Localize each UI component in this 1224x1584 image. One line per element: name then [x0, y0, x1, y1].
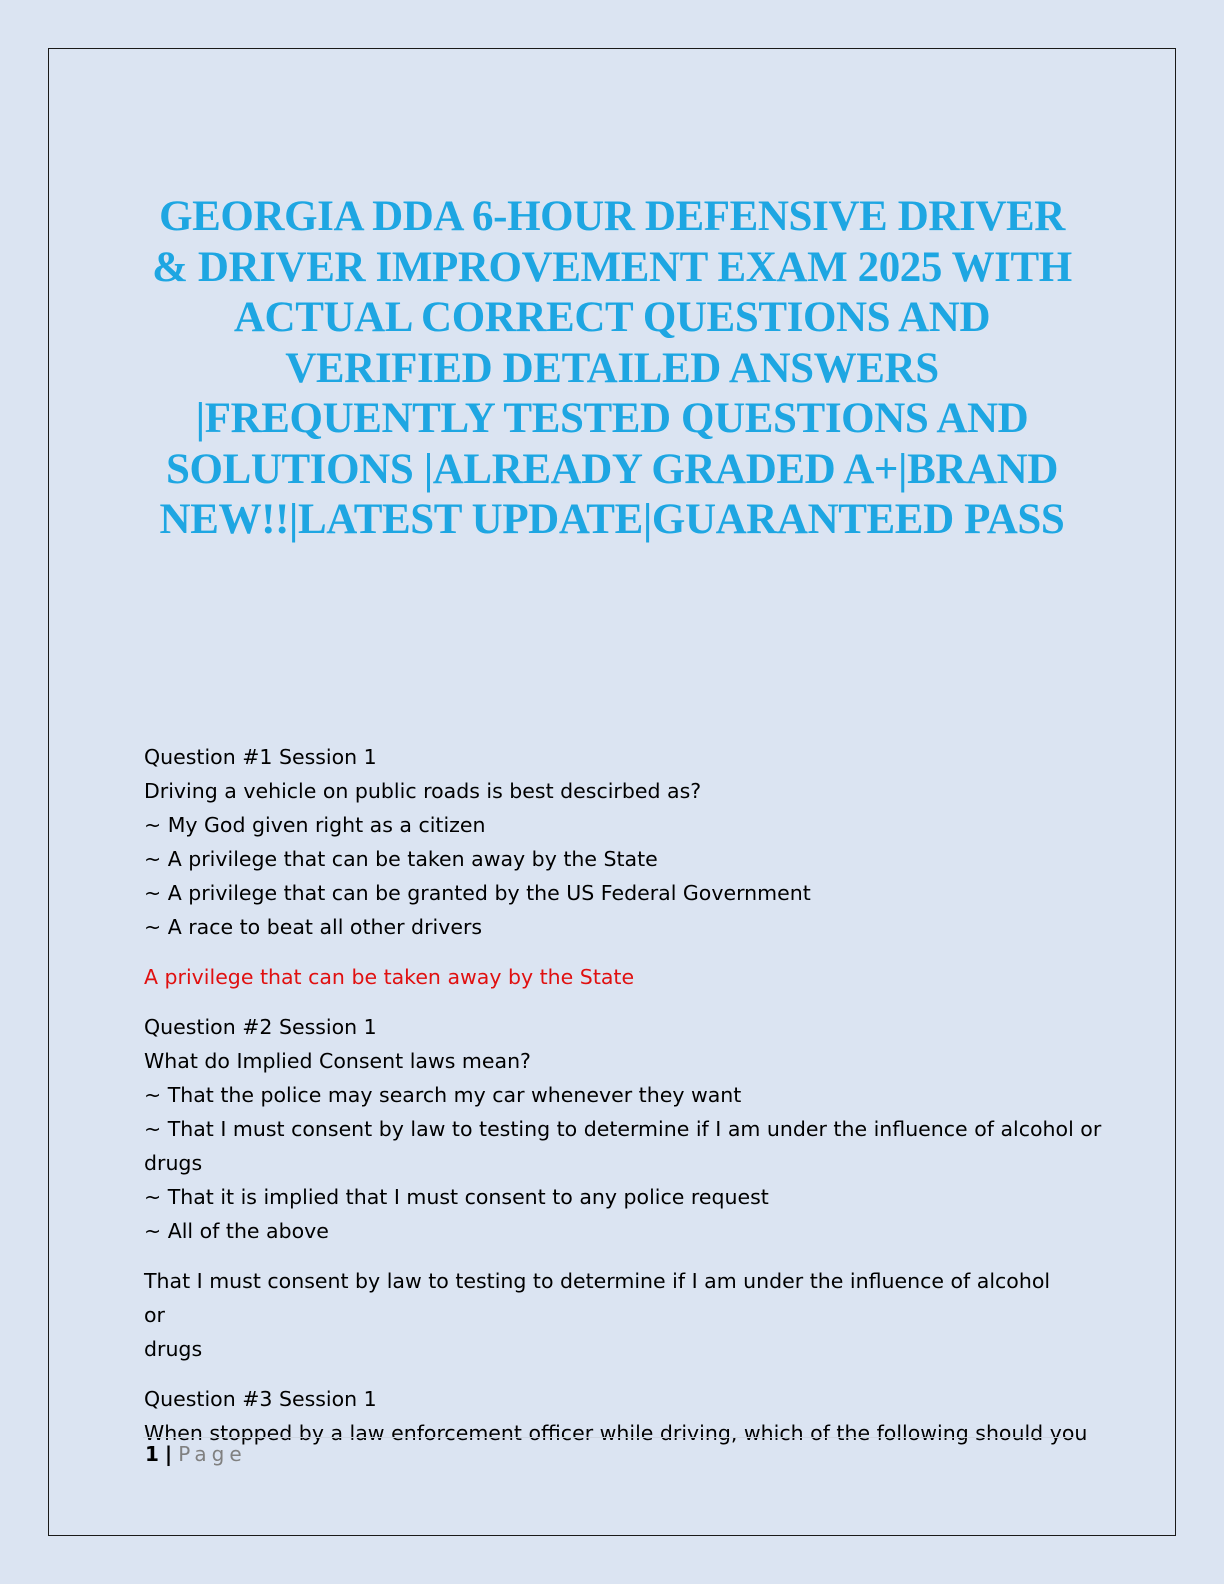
title-line: ACTUAL CORRECT QUESTIONS AND — [233, 294, 991, 341]
question-header: Question #2 Session 1 — [144, 1015, 377, 1039]
question-option: ~ A privilege that can be granted by the US Federal Government — [144, 881, 811, 905]
question-1 — [144, 740, 1064, 944]
title-line: SOLUTIONS |ALREADY GRADED A+|BRAND — [166, 445, 1058, 493]
question-prompt: Driving a vehicle on public roads is best descirbed as? — [144, 779, 702, 803]
question-header: Question #1 Session 1 — [144, 745, 377, 769]
question-prompt: When stopped by a law enforcement officer while driving, which of the following should you — [144, 1421, 1088, 1445]
page-number: 1 — [145, 1442, 159, 1466]
question-option: ~ That I must consent by law to testing to determine if I am under the influence of alcohol or — [144, 1117, 1102, 1141]
page-label: Page — [178, 1442, 247, 1466]
question-option: ~ All of the above — [144, 1219, 329, 1243]
title-line: NEW!!|LATEST UPDATE|GUARANTEED PASS — [159, 496, 1065, 543]
page-footer — [145, 1441, 247, 1467]
document-title — [130, 192, 1094, 546]
answer-1: A privilege that can be taken away by the State — [144, 965, 635, 989]
question-2 — [144, 1010, 1102, 1248]
title-line: GEORGIA DDA 6-HOUR DEFENSIVE DRIVER — [159, 193, 1065, 240]
question-header: Question #3 Session 1 — [144, 1387, 377, 1411]
question-option: ~ A race to beat all other drivers — [144, 915, 483, 939]
question-prompt: What do Implied Consent laws mean? — [144, 1049, 531, 1073]
question-option: drugs — [144, 1151, 203, 1175]
answer-line: That I must consent by law to testing to determine if I am under the influence of alcohol or — [144, 1269, 1051, 1327]
answer-2 — [144, 1264, 1064, 1366]
question-option: ~ My God given right as a citizen — [144, 813, 486, 837]
title-line: VERIFIED DETAILED ANSWERS — [285, 344, 939, 392]
footer-separator: | — [164, 1442, 173, 1466]
question-option: ~ That the police may search my car whenever they want — [144, 1083, 742, 1107]
question-option: ~ A privilege that can be taken away by the State — [144, 847, 658, 871]
question-3 — [144, 1382, 1088, 1450]
footer-divider — [143, 1437, 1075, 1438]
title-line: |FREQUENTLY TESTED QUESTIONS AND — [195, 395, 1029, 442]
questions-content — [144, 740, 1102, 1450]
question-option: ~ That it is implied that I must consent to any police request — [144, 1185, 769, 1209]
answer-line: drugs — [144, 1337, 203, 1361]
title-line: & DRIVER IMPROVEMENT EXAM 2025 WITH — [152, 243, 1072, 291]
